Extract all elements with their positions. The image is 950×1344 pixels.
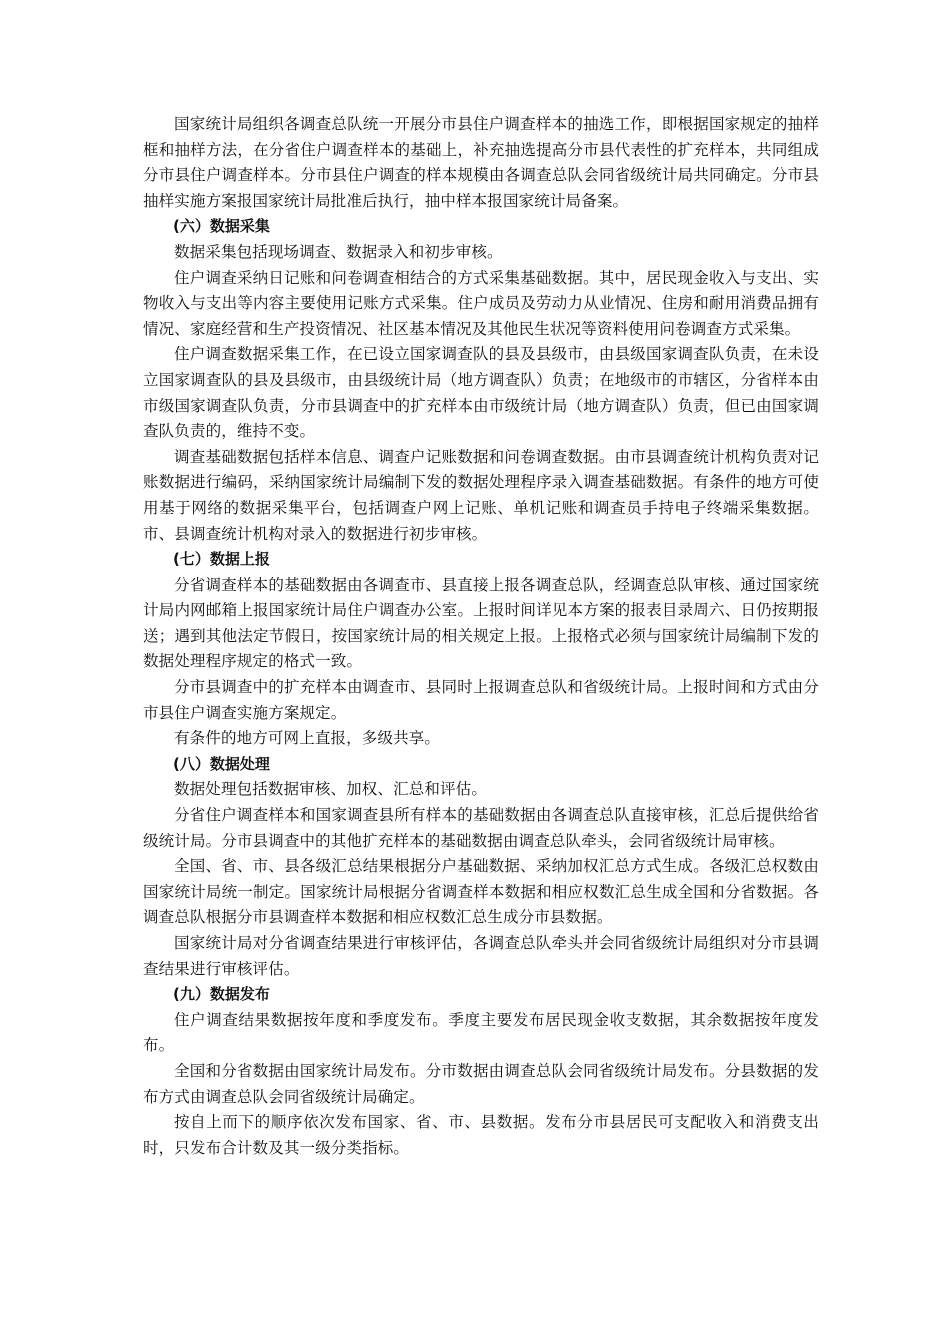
paragraph-processing-evaluation: 国家统计局对分省调查结果进行审核评估，各调查总队牵头并会同省级统计局组织对分市县调查结果进行审核评估。 (143, 934, 819, 978)
document-body (143, 112, 819, 1161)
heading-data-release: (九）数据发布 (173, 985, 270, 1004)
heading-data-processing: (八）数据处理 (173, 754, 270, 773)
paragraph-processing-review: 分省住户调查样本和国家调查县所有样本的基础数据由各调查总队直接审核，汇总后提供给省级统计局。分市县调查中的其他扩充样本的基础数据由调查总队牵头，会同省级统计局审核。 (143, 806, 819, 850)
paragraph-reporting-county: 分市县调查中的扩充样本由调查市、县同时上报调查总队和省级统计局。上报时间和方式由分市县住户调查实施方案规定。 (143, 678, 819, 722)
paragraph-release-order: 按自上而下的顺序依次发布国家、省、市、县数据。发布分市县居民可支配收入和消费支出时，只发布合计数及其一级分类指标。 (143, 1113, 819, 1157)
heading-data-reporting: (七）数据上报 (173, 550, 270, 569)
heading-data-collection: (六）数据采集 (173, 217, 270, 236)
paragraph-collection-methods: 住户调查采纳日记账和问卷调查相结合的方式采集基础数据。其中，居民现金收入与支出、实物收入与支出等内容主要使用记账方式采集。住户成员及劳动力从业情况、住房和耐用消费品拥有情况、家庭经营和生产投资情况、社区基本情况及其他民生状况等资料使用问卷调查方式采集。 (143, 268, 819, 338)
paragraph-processing-intro: 数据处理包括数据审核、加权、汇总和评估。 (174, 780, 488, 799)
paragraph-sampling: 国家统计局组织各调查总队统一开展分市县住户调查样本的抽选工作，即根据国家规定的抽样框和抽样方法，在分省住户调查样本的基础上，补充抽选提高分市县代表性的扩充样本，共同组成分市县住户调查样本。分市县住户调查的样本规模由各调查总队会同省级统计局共同确定。分市县抽样实施方案报国家统计局批准后执行，抽中样本报国家统计局备案。 (143, 115, 819, 210)
paragraph-processing-weighting: 全国、省、市、县各级汇总结果根据分户基础数据、采纳加权汇总方式生成。各级汇总权数由国家统计局统一制定。国家统计局根据分省调查样本数据和相应权数汇总生成全国和分省数据。各调查总队根据分市县调查样本数据和相应权数汇总生成分市县数据。 (143, 857, 819, 927)
paragraph-basic-data: 调查基础数据包括样本信息、调查户记账数据和问卷调查数据。由市县调查统计机构负责对记账数据进行编码，采纳国家统计局编制下发的数据处理程序录入调查基础数据。有条件的地方可使用基于网络的数据采集平台，包括调查户网上记账、单机记账和调查员手持电子终端采集数据。市、县调查统计机构对录入的数据进行初步审核。 (143, 447, 819, 543)
paragraph-collection-intro: 数据采集包括现场调查、数据录入和初步审核。 (174, 242, 503, 261)
paragraph-release-frequency: 住户调查结果数据按年度和季度发布。季度主要发布居民现金收支数据，其余数据按年度发布。 (143, 1010, 819, 1055)
paragraph-reporting-provincial: 分省调查样本的基础数据由各调查市、县直接上报各调查总队，经调查总队审核、通过国家统计局内网邮箱上报国家统计局住户调查办公室。上报时间详见本方案的报表目录周六、日仍按期报送；遇到其他法定节假日，按国家统计局的相关规定上报。上报格式必须与国家统计局编制下发的数据处理程序规定的格式一致。 (143, 575, 819, 671)
paragraph-release-authority: 全国和分省数据由国家统计局发布。分市数据由调查总队会同省级统计局发布。分县数据的发布方式由调查总队会同省级统计局确定。 (143, 1061, 819, 1106)
paragraph-reporting-online: 有条件的地方可网上直报，多级共享。 (174, 729, 441, 748)
paragraph-collection-responsibility: 住户调查数据采集工作，在已设立国家调查队的县及县级市，由县级国家调查队负责，在未设立国家调查队的县及县级市，由县级统计局（地方调查队）负责；在地级市的市辖区，分省样本由市级国家调查队负责，分市县调查中的扩充样本由市级统计局（地方调查队）负责，但已由国家调查队负责的，维持不变。 (143, 345, 819, 441)
